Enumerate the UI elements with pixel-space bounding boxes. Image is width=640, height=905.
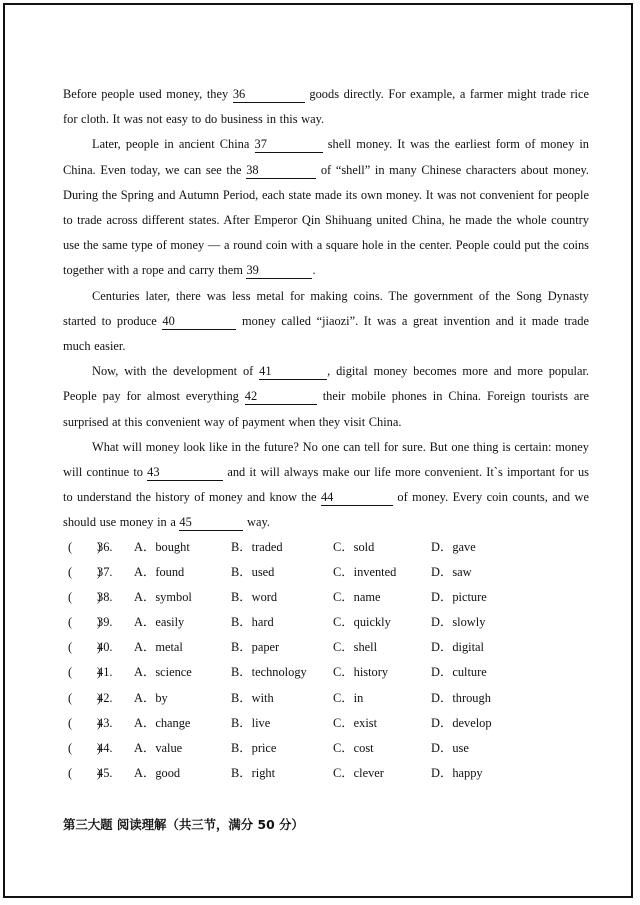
answer-paren: ( ) bbox=[68, 690, 102, 705]
option-c: C．shell bbox=[333, 640, 378, 655]
option-a: A．value bbox=[134, 740, 183, 755]
option-d: D．gave bbox=[431, 540, 476, 554]
option-a: A．symbol bbox=[134, 590, 192, 605]
option-a: A．science bbox=[134, 665, 192, 680]
question-number: 42. bbox=[97, 690, 113, 705]
text: What will money look like in the future? No one can tell for sure. But one thing is certain: money will continue to bbox=[63, 439, 589, 480]
option-a: A．change bbox=[134, 715, 191, 730]
blank-37: 37 bbox=[255, 137, 323, 153]
paragraph-3 bbox=[63, 284, 589, 360]
text: of “shell” in many Chinese characters about money. During the Spring and Autumn Period, each state made its own money. It was not convenient for people to trade across different states. After Emperor Qin Shihuang united China, he made the whole country use the same type of money — a round coin with a square hole in the center. People could put the coins together with a rope and carry them bbox=[63, 162, 590, 278]
option-c: C．exist bbox=[333, 715, 378, 730]
option-c: C．clever bbox=[333, 765, 384, 780]
option-b: B．right bbox=[231, 765, 276, 780]
blank-45: 45 bbox=[179, 515, 243, 531]
question-number: 37. bbox=[97, 565, 113, 580]
question-number: 40. bbox=[97, 640, 113, 655]
blank-40: 40 bbox=[162, 314, 236, 330]
option-b: B．used bbox=[231, 565, 275, 580]
paragraph-4 bbox=[63, 359, 589, 435]
paragraph-1 bbox=[63, 82, 589, 132]
question-number: 44. bbox=[97, 740, 113, 755]
blank-43: 43 bbox=[147, 465, 223, 481]
text: Before people used money, they bbox=[63, 87, 233, 101]
paragraph-2 bbox=[63, 132, 589, 283]
cloze-passage bbox=[63, 82, 589, 536]
option-b: B．with bbox=[231, 690, 274, 705]
option-d: D．digital bbox=[431, 640, 484, 655]
option-d: D．saw bbox=[431, 565, 472, 580]
option-a: A．bought bbox=[134, 540, 190, 554]
blank-36: 36 bbox=[233, 87, 305, 103]
question-number: 45. bbox=[97, 765, 113, 780]
text: , digital money becomes more and more popular. People pay for almost everything bbox=[63, 364, 590, 404]
option-d: D．culture bbox=[431, 665, 487, 680]
text: money called “jiaozi”. It was a great invention and it made trade much easier. bbox=[63, 313, 589, 354]
blank-39: 39 bbox=[246, 263, 312, 279]
option-a: A．good bbox=[134, 765, 181, 780]
option-a: A．easily bbox=[134, 615, 185, 630]
answer-paren: ( ) bbox=[68, 540, 102, 554]
text: goods directly. For example, a farmer might trade rice for cloth. It was not easy to do business in this way. bbox=[63, 87, 589, 127]
answer-paren: ( ) bbox=[68, 765, 102, 780]
question-number: 38. bbox=[97, 590, 113, 605]
option-d: D．picture bbox=[431, 590, 487, 605]
blank-38: 38 bbox=[246, 163, 316, 179]
option-b: B．price bbox=[231, 740, 277, 755]
blank-41: 41 bbox=[259, 364, 327, 380]
option-d: D．through bbox=[431, 690, 491, 705]
option-a: A．by bbox=[134, 690, 168, 705]
answer-paren: ( ) bbox=[68, 665, 102, 680]
text: . bbox=[312, 263, 316, 278]
text: way. bbox=[243, 515, 270, 530]
answer-paren: ( ) bbox=[68, 715, 102, 730]
option-b: B．technology bbox=[231, 665, 307, 680]
option-c: C．sold bbox=[333, 540, 375, 554]
option-b: B．traded bbox=[231, 540, 283, 554]
text: their mobile phones in China. Foreign tourists are surprised at this convenient way of payment when they visit China. bbox=[63, 389, 589, 429]
option-d: D．slowly bbox=[431, 615, 486, 630]
option-c: C．name bbox=[333, 590, 381, 605]
option-a: A．found bbox=[134, 565, 185, 580]
answer-paren: ( ) bbox=[68, 615, 102, 630]
question-number: 41. bbox=[97, 665, 113, 680]
text: shell money. It was the earliest form of money in China. Even today, we can see the bbox=[63, 137, 590, 177]
option-b: B．word bbox=[231, 590, 278, 605]
section-heading: 第三大题 阅读理解（共三节，满分 50 分） bbox=[63, 817, 304, 832]
option-d: D．develop bbox=[431, 715, 492, 730]
paragraph-5 bbox=[63, 435, 589, 536]
option-b: B．live bbox=[231, 715, 271, 730]
option-a: A．metal bbox=[134, 640, 183, 655]
option-b: B．paper bbox=[231, 640, 280, 655]
exam-page bbox=[3, 3, 633, 898]
text: Centuries later, there was less metal for making coins. The government of the Song Dynasty started to produce bbox=[63, 288, 589, 328]
option-b: B．hard bbox=[231, 615, 274, 630]
option-c: C．cost bbox=[333, 740, 374, 755]
question-number: 36. bbox=[97, 540, 113, 554]
question-number: 39. bbox=[97, 615, 113, 630]
text: Later, people in ancient China bbox=[92, 137, 255, 152]
option-c: C．history bbox=[333, 665, 389, 680]
option-d: D．use bbox=[431, 740, 469, 755]
answer-paren: ( ) bbox=[68, 740, 102, 755]
answer-paren: ( ) bbox=[68, 565, 102, 580]
question-number: 43. bbox=[97, 715, 113, 730]
text: of money. Every coin counts, and we should use money in a bbox=[63, 490, 589, 530]
text: and it will always make our life more convenient. It`s important for us to understand the history of money and know the bbox=[63, 465, 589, 505]
answer-paren: ( ) bbox=[68, 590, 102, 605]
option-c: C．in bbox=[333, 690, 364, 705]
blank-42: 42 bbox=[245, 389, 317, 405]
blank-44: 44 bbox=[321, 490, 393, 506]
option-c: C．invented bbox=[333, 565, 397, 580]
option-c: C．quickly bbox=[333, 615, 391, 630]
option-d: D．happy bbox=[431, 765, 483, 780]
text: Now, with the development of bbox=[92, 364, 260, 379]
answer-paren: ( ) bbox=[68, 640, 102, 655]
